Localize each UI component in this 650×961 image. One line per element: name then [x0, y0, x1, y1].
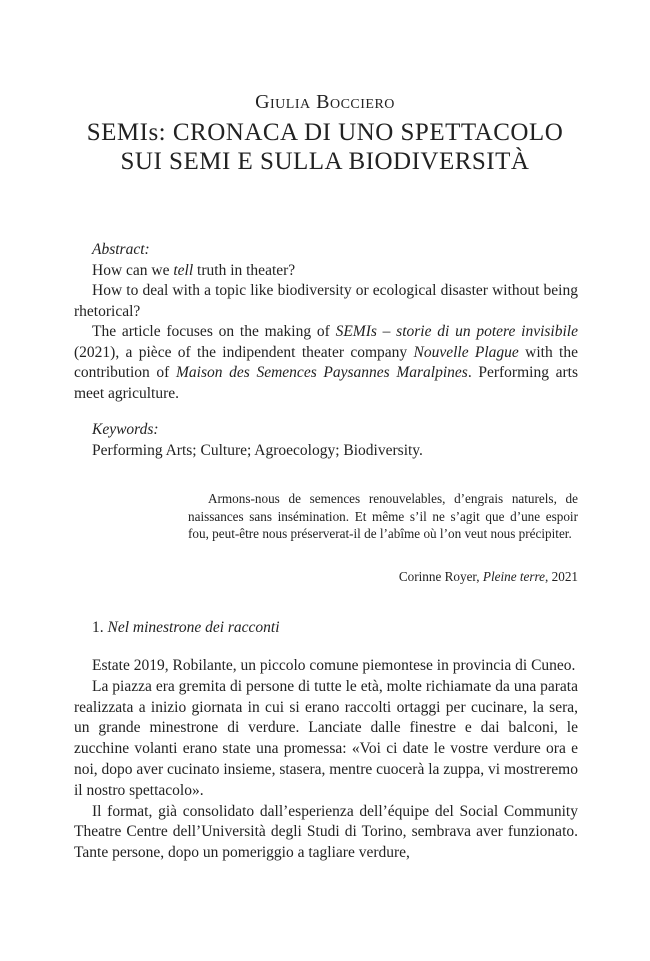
abstract-company-name: Nouvelle Plague: [413, 343, 519, 361]
body-paragraph-2: La piazza era gremita di persone di tutte le età, molte richiamate da una parata realizzata a inizio giornata in cui si erano raccolti ortaggi per cucinare, la sera, un grande minestrone di verdure. Lanciate dalle finestre e dai balconi, le zucchine volanti erano state una promessa: «Voi ci date le vostre verdure ora e noi, dopo aver cucinato insieme, stasera, mentre cuocerà la zuppa, vi mostreremo il nostro spettacolo».: [74, 677, 578, 799]
abstract-question-1: [74, 261, 578, 282]
body-paragraph-1: Estate 2019, Robilante, un piccolo comune piemontese in provincia di Cuneo.: [92, 657, 576, 674]
epigraph-attribution: [188, 569, 578, 585]
epigraph: [188, 490, 578, 543]
body-text: [74, 656, 578, 864]
section-heading: [92, 619, 280, 637]
keywords-block: [74, 420, 578, 461]
attribution-author: Corinne Royer,: [398, 569, 483, 584]
abstract-partner-name: Maison des Semences Paysannes Maralpines: [176, 364, 468, 381]
abstract-q1-text-end: truth in theater?: [193, 261, 296, 279]
body-paragraph-3: Il format, già consolidato dall’esperienza dell’équipe del Social Community Theatre Centre dell’Università degli Studi di Torino, sembrava aver funzionato. Tante persone, dopo un pomeriggio a tagliare verdure,: [74, 802, 578, 862]
epigraph-quote: Armons-nous de semences renouvelables, d’engrais naturels, de naissances sans insémination. Et même s’il ne s’agit que d’une espoir fou, peut-être nous préserverat-il de l’abîme où l’on veut nous précipiter.: [188, 491, 578, 541]
abstract-block: [74, 240, 578, 404]
title-line-2: SUI SEMI E SULLA BIODIVERSITÀ: [120, 148, 530, 175]
abstract-question-2: How to deal with a topic like biodiversity or ecological disaster without being rhetorical?: [74, 282, 578, 320]
keywords-text: Performing Arts; Culture; Agroecology; Biodiversity.: [92, 441, 423, 459]
abstract-q1-text: How can we: [92, 261, 174, 279]
section-title: Nel minestrone dei racconti: [107, 619, 280, 636]
abstract-text: . Performing arts meet agriculture.: [74, 364, 578, 402]
abstract-show-title: SEMIs – storie di un potere invisibile: [335, 323, 578, 340]
keywords-label: Keywords:: [92, 421, 159, 438]
article-title: [0, 118, 650, 176]
title-line-1: SEMIs: CRONACA DI UNO SPETTACOLO: [86, 119, 564, 146]
abstract-q1-emphasis: tell: [173, 261, 194, 279]
author-name: Giulia Bocciero: [255, 91, 395, 113]
attribution-year: , 2021: [545, 569, 578, 584]
abstract-text: (2021), a pièce of the indipendent theater company: [74, 343, 414, 361]
abstract-paragraph: [74, 322, 578, 404]
attribution-work: Pleine terre: [482, 569, 546, 584]
abstract-text: with the contribution of: [74, 343, 578, 381]
abstract-text: The article focuses on the making of: [92, 323, 336, 340]
section-number: 1.: [92, 619, 108, 636]
abstract-label: Abstract:: [92, 241, 150, 258]
